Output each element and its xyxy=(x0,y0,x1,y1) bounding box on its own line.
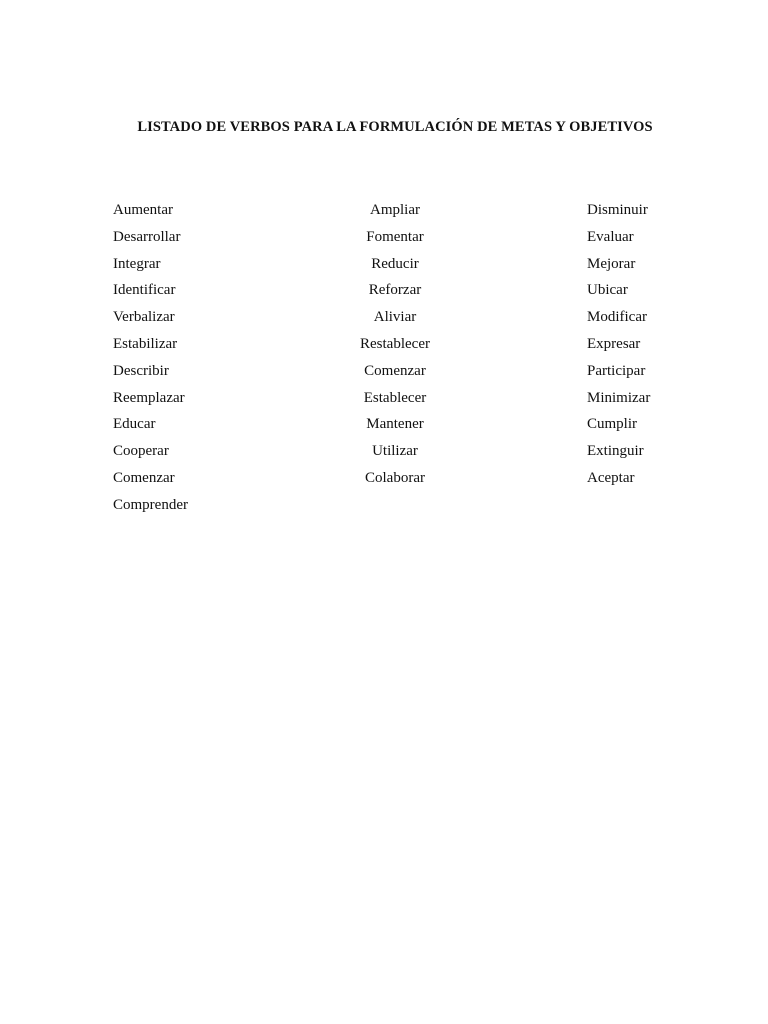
verb-item: Educar xyxy=(113,416,156,433)
verb-item: Modificar xyxy=(587,309,647,326)
verb-item: Restablecer xyxy=(360,335,430,352)
verb-item: Comprender xyxy=(113,496,188,513)
verb-column-center xyxy=(315,197,475,492)
verb-item: Desarrollar xyxy=(113,228,181,245)
verb-item: Describir xyxy=(113,362,169,379)
verb-item: Cooperar xyxy=(113,443,169,460)
verb-column-right xyxy=(587,197,650,492)
verb-item: Aliviar xyxy=(373,309,417,326)
verb-item: Reforzar xyxy=(368,282,422,299)
verb-item: Ubicar xyxy=(587,282,628,299)
verb-item: Reemplazar xyxy=(113,389,185,406)
verb-item: Disminuir xyxy=(587,202,648,218)
verb-item: Integrar xyxy=(113,255,161,272)
verb-item: Minimizar xyxy=(587,389,651,406)
verb-item: Reducir xyxy=(371,255,419,272)
verb-item: Evaluar xyxy=(587,228,634,245)
verb-item: Aumentar xyxy=(113,202,173,218)
verb-item: Identificar xyxy=(113,282,176,299)
verb-item: Fomentar xyxy=(366,228,424,245)
verb-item: Cumplir xyxy=(587,416,638,433)
verb-item: Comenzar xyxy=(364,362,426,379)
verb-item: Extinguir xyxy=(587,443,644,460)
verb-item: Expresar xyxy=(587,335,641,352)
verb-item: Comenzar xyxy=(113,469,175,486)
verb-item: Ampliar xyxy=(370,202,420,218)
verb-item: Participar xyxy=(587,362,646,379)
verb-item: Utilizar xyxy=(372,443,418,460)
verb-item: Verbalizar xyxy=(113,309,175,326)
verb-item: Mantener xyxy=(366,416,424,433)
page-title: LISTADO DE VERBOS PARA LA FORMULACIÓN DE METAS Y OBJETIVOS xyxy=(137,119,653,135)
verb-item: Establecer xyxy=(363,389,427,406)
verb-item: Aceptar xyxy=(587,469,635,486)
verb-item: Colaborar xyxy=(365,469,425,486)
verb-column-left xyxy=(113,197,188,519)
verb-item: Estabilizar xyxy=(113,335,178,352)
verb-item: Mejorar xyxy=(587,255,636,272)
